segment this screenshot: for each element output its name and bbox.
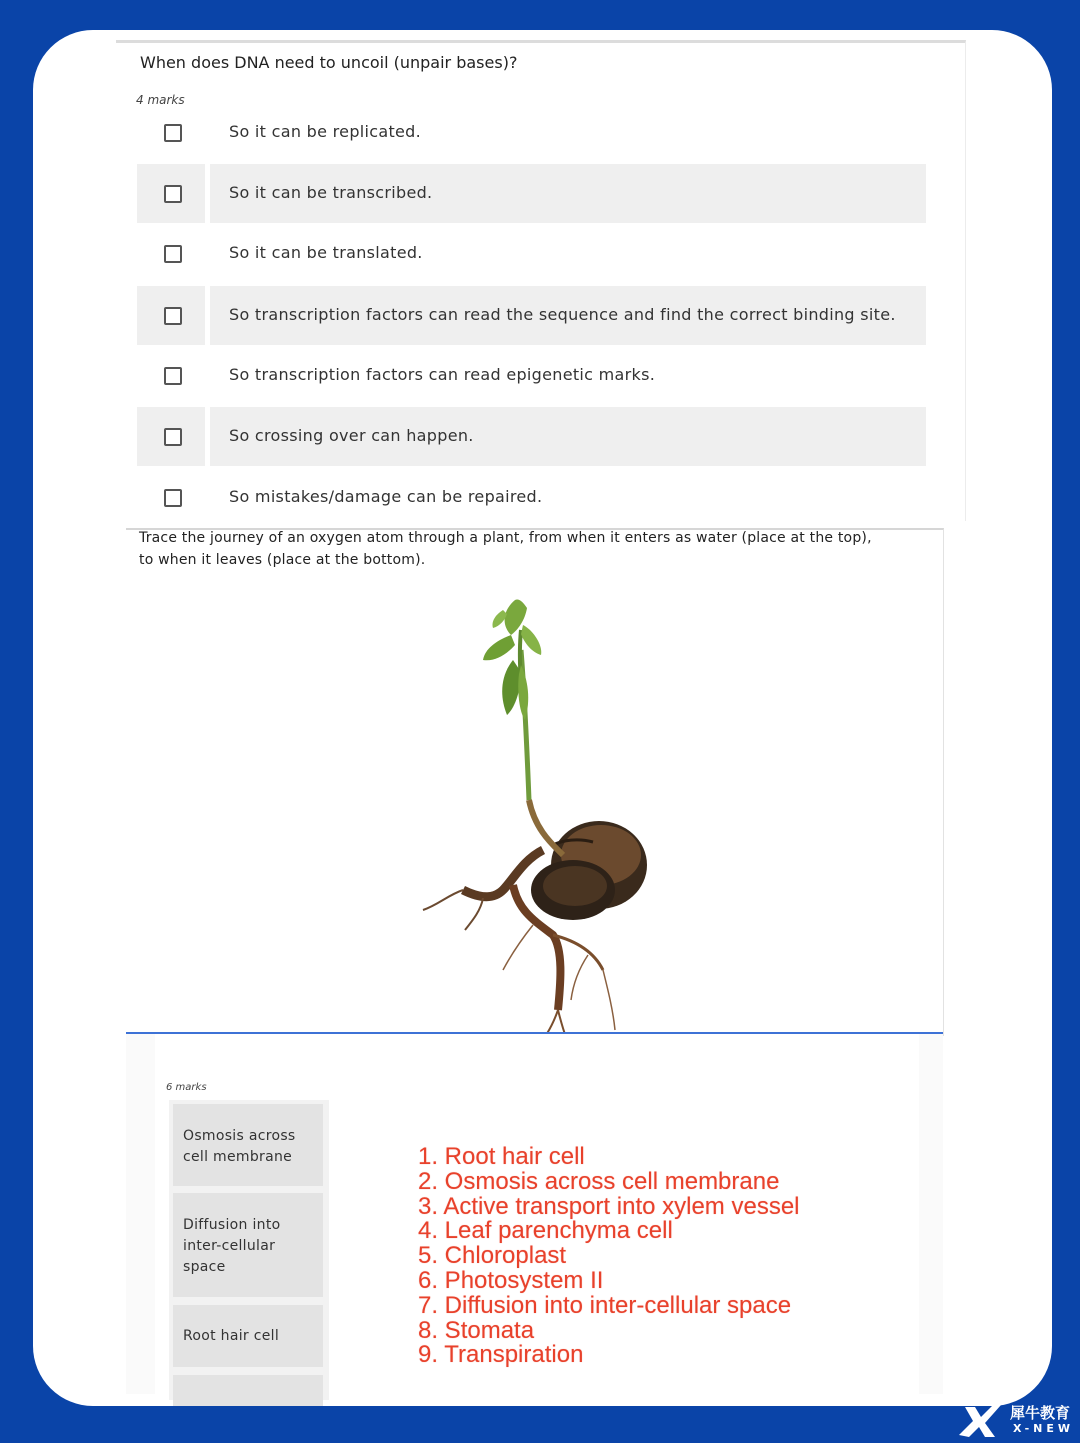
question-1-panel — [116, 40, 966, 521]
checkbox[interactable] — [164, 428, 182, 446]
question-3-marks: 6 marks — [166, 1082, 207, 1093]
checkbox[interactable] — [164, 367, 182, 385]
drag-tile-root-hair[interactable] — [173, 1305, 323, 1367]
answer-item: 4. Leaf parenchyma cell — [418, 1217, 673, 1245]
answer-item: 9. Transpiration — [418, 1341, 584, 1369]
option-1[interactable] — [137, 103, 926, 162]
brand-logo — [955, 1398, 1080, 1443]
checkbox[interactable] — [164, 307, 182, 325]
tile-label: Osmosis across — [183, 1128, 296, 1144]
option-label: So it can be replicated. — [229, 122, 422, 141]
option-label: So it can be translated. — [229, 243, 423, 262]
rhino-logo-icon — [955, 1401, 1007, 1441]
answer-item: 5. Chloroplast — [418, 1242, 567, 1270]
answer-item: 6. Photosystem II — [418, 1266, 604, 1294]
sprouting-plant-image — [403, 590, 663, 1060]
tile-label: Root hair cell — [183, 1328, 280, 1344]
tile-label: space — [183, 1259, 226, 1275]
tile-label: inter-cellular — [183, 1238, 276, 1254]
option-3[interactable] — [137, 224, 926, 283]
question-2-text-line-2: to when it leaves (place at the bottom). — [139, 552, 426, 568]
checkbox[interactable] — [164, 489, 182, 507]
answer-list — [418, 1145, 800, 1368]
drag-tile-column — [169, 1100, 329, 1400]
drag-tile-diffusion[interactable] — [173, 1193, 323, 1297]
tile-label: Diffusion into — [183, 1217, 281, 1233]
option-label: So transcription factors can read the sequence and find the correct binding site. — [229, 305, 896, 324]
checkbox[interactable] — [164, 185, 182, 203]
answer-item: 8. Stomata — [418, 1316, 535, 1344]
answer-item: 3. Active transport into xylem vessel — [418, 1192, 800, 1220]
checkbox[interactable] — [164, 245, 182, 263]
drag-tile-osmosis[interactable] — [173, 1104, 323, 1186]
drag-tile-partial[interactable] — [173, 1375, 323, 1406]
question-2-text-line-1: Trace the journey of an oxygen atom through a plant, from when it enters as water (place at the top), — [139, 530, 872, 546]
answer-item: 2. Osmosis across cell membrane — [418, 1167, 780, 1195]
screenshot-card — [33, 30, 1052, 1406]
option-label: So mistakes/damage can be repaired. — [229, 487, 543, 506]
brand-name-en: X-NEW — [1013, 1422, 1075, 1435]
option-7[interactable] — [137, 468, 926, 527]
option-2[interactable] — [137, 164, 926, 223]
option-5[interactable] — [137, 346, 926, 405]
option-label: So crossing over can happen. — [229, 426, 474, 445]
option-label: So it can be transcribed. — [229, 183, 433, 202]
question-1-title: When does DNA need to uncoil (unpair bases)? — [140, 53, 518, 72]
checkbox[interactable] — [164, 124, 182, 142]
answer-item: 1. Root hair cell — [418, 1143, 585, 1170]
brand-name-cn: 犀牛教育 — [1010, 1404, 1071, 1422]
option-label: So transcription factors can read epigenetic marks. — [229, 365, 656, 384]
option-4[interactable] — [137, 286, 926, 345]
tile-label: cell membrane — [183, 1149, 293, 1165]
option-6[interactable] — [137, 407, 926, 466]
answer-item: 7. Diffusion into inter-cellular space — [418, 1291, 792, 1319]
question-1-marks: 4 marks — [136, 93, 185, 107]
